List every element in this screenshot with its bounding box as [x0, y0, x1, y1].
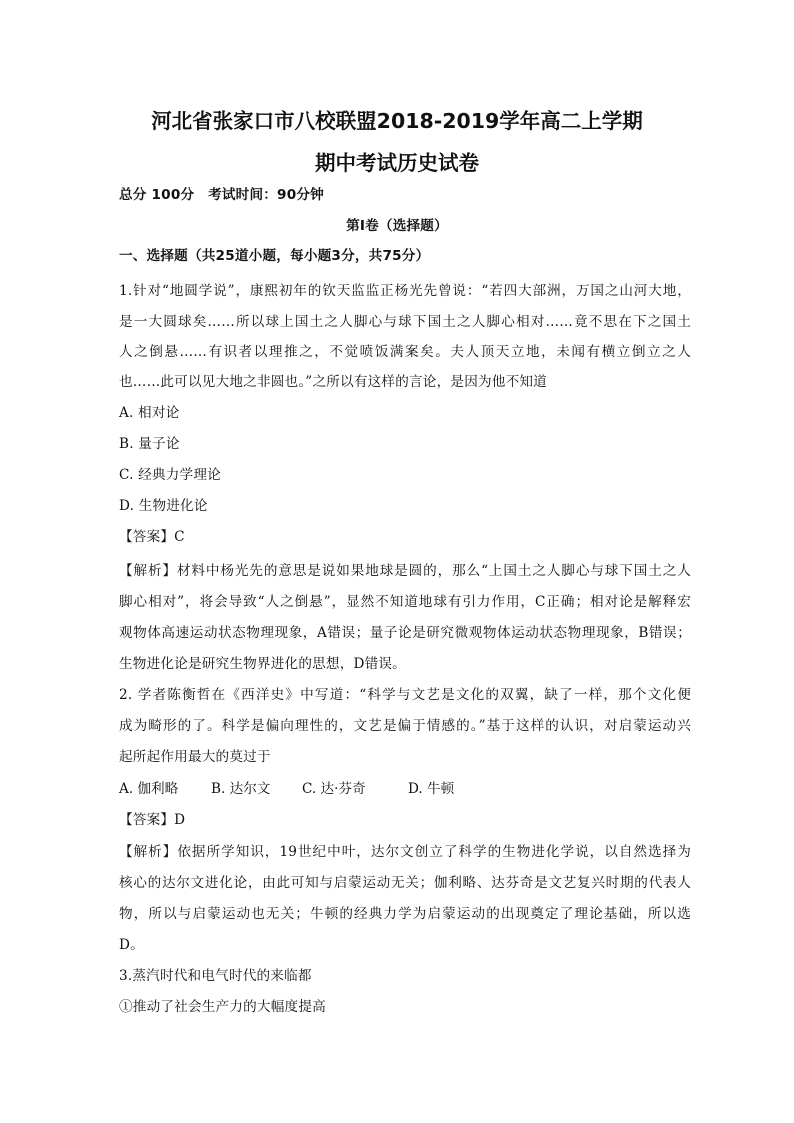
q2-option-c: C. 达·芬奇: [302, 781, 366, 797]
document-title-line1: 河北省张家口市八校联盟2018-2019学年高二上学期: [151, 109, 643, 133]
q2-analysis-line: D。: [119, 937, 144, 953]
q2-analysis-line: 物，所以与启蒙运动也无关；牛顿的经典力学为启蒙运动的出现奠定了理论基础，所以选: [119, 906, 691, 922]
q1-stem-line: 也……此可以见大地之非圆也。”之所以有这样的言论，是因为他不知道: [119, 374, 547, 390]
q3-statement: ①推动了社会生产力的大幅度提高: [119, 999, 326, 1015]
exam-info: 总分 100分 考试时间：90分钟: [119, 187, 324, 203]
q2-stem-line: 成为畸形的了。科学是偏向理性的，文艺是偏于情感的。”基于这样的认识，对启蒙运动兴: [119, 718, 691, 734]
q1-option-d: D. 生物进化论: [119, 498, 208, 514]
q2-option-a: A. 伽利略: [119, 781, 179, 797]
q1-analysis-line: 观物体高速运动状态物理现象，A错误；量子论是研究微观物体运动状态物理现象，B错误；: [119, 625, 691, 641]
q1-option-a: A. 相对论: [119, 405, 180, 421]
q2-analysis-line: 【解析】依据所学知识，19世纪中叶，达尔文创立了科学的生物进化学说，以自然选择为: [119, 844, 691, 860]
q1-option-c: C. 经典力学理论: [119, 467, 221, 483]
q1-analysis-line: 脚心相对”，将会导致“人之倒悬”，显然不知道地球有引力作用，C正确；相对论是解释宏: [119, 594, 691, 610]
q1-stem-line: 人之倒悬……有识者以理推之，不觉喷饭满案矣。夫人顶天立地，未闻有横立倒立之人: [119, 344, 691, 360]
q2-answer: 【答案】D: [119, 812, 186, 828]
q2-analysis-line: 核心的达尔文进化论，由此可知与启蒙运动无关；伽利略、达芬奇是文艺复兴时期的代表人: [119, 875, 691, 891]
q2-option-d: D. 牛顿: [408, 781, 455, 797]
q1-answer: 【答案】C: [119, 529, 185, 545]
q1-analysis-line: 生物进化论是研究生物界进化的思想，D错误。: [119, 656, 406, 672]
q1-analysis-line: 【解析】材料中杨光先的意思是说如果地球是圆的，那么“上国土之人脚心与球下国土之人: [119, 563, 691, 579]
q1-option-b: B. 量子论: [119, 436, 180, 452]
q3-stem-line: 3.蒸汽时代和电气时代的来临都: [119, 968, 312, 984]
q1-stem-line: 1.针对“地圆学说”，康熙初年的钦天监监正杨光先曾说：“若四大部洲，万国之山河大地，: [119, 283, 691, 299]
q2-stem-line: 起所起作用最大的莫过于: [119, 749, 271, 765]
q1-stem-line: 是一大圆球矣……所以球上国土之人脚心与球下国土之人脚心相对……竟不思在下之国土: [119, 314, 691, 330]
part-heading: 一、选择题（共25道小题，每小题3分，共75分）: [119, 248, 430, 264]
q2-stem-line: 2. 学者陈衡哲在《西洋史》中写道：“科学与文艺是文化的双翼，缺了一样，那个文化便: [119, 687, 691, 703]
q2-option-b: B. 达尔文: [211, 781, 271, 797]
document-title-line2: 期中考试历史试卷: [315, 151, 479, 175]
section-title: 第I卷（选择题）: [346, 218, 448, 234]
